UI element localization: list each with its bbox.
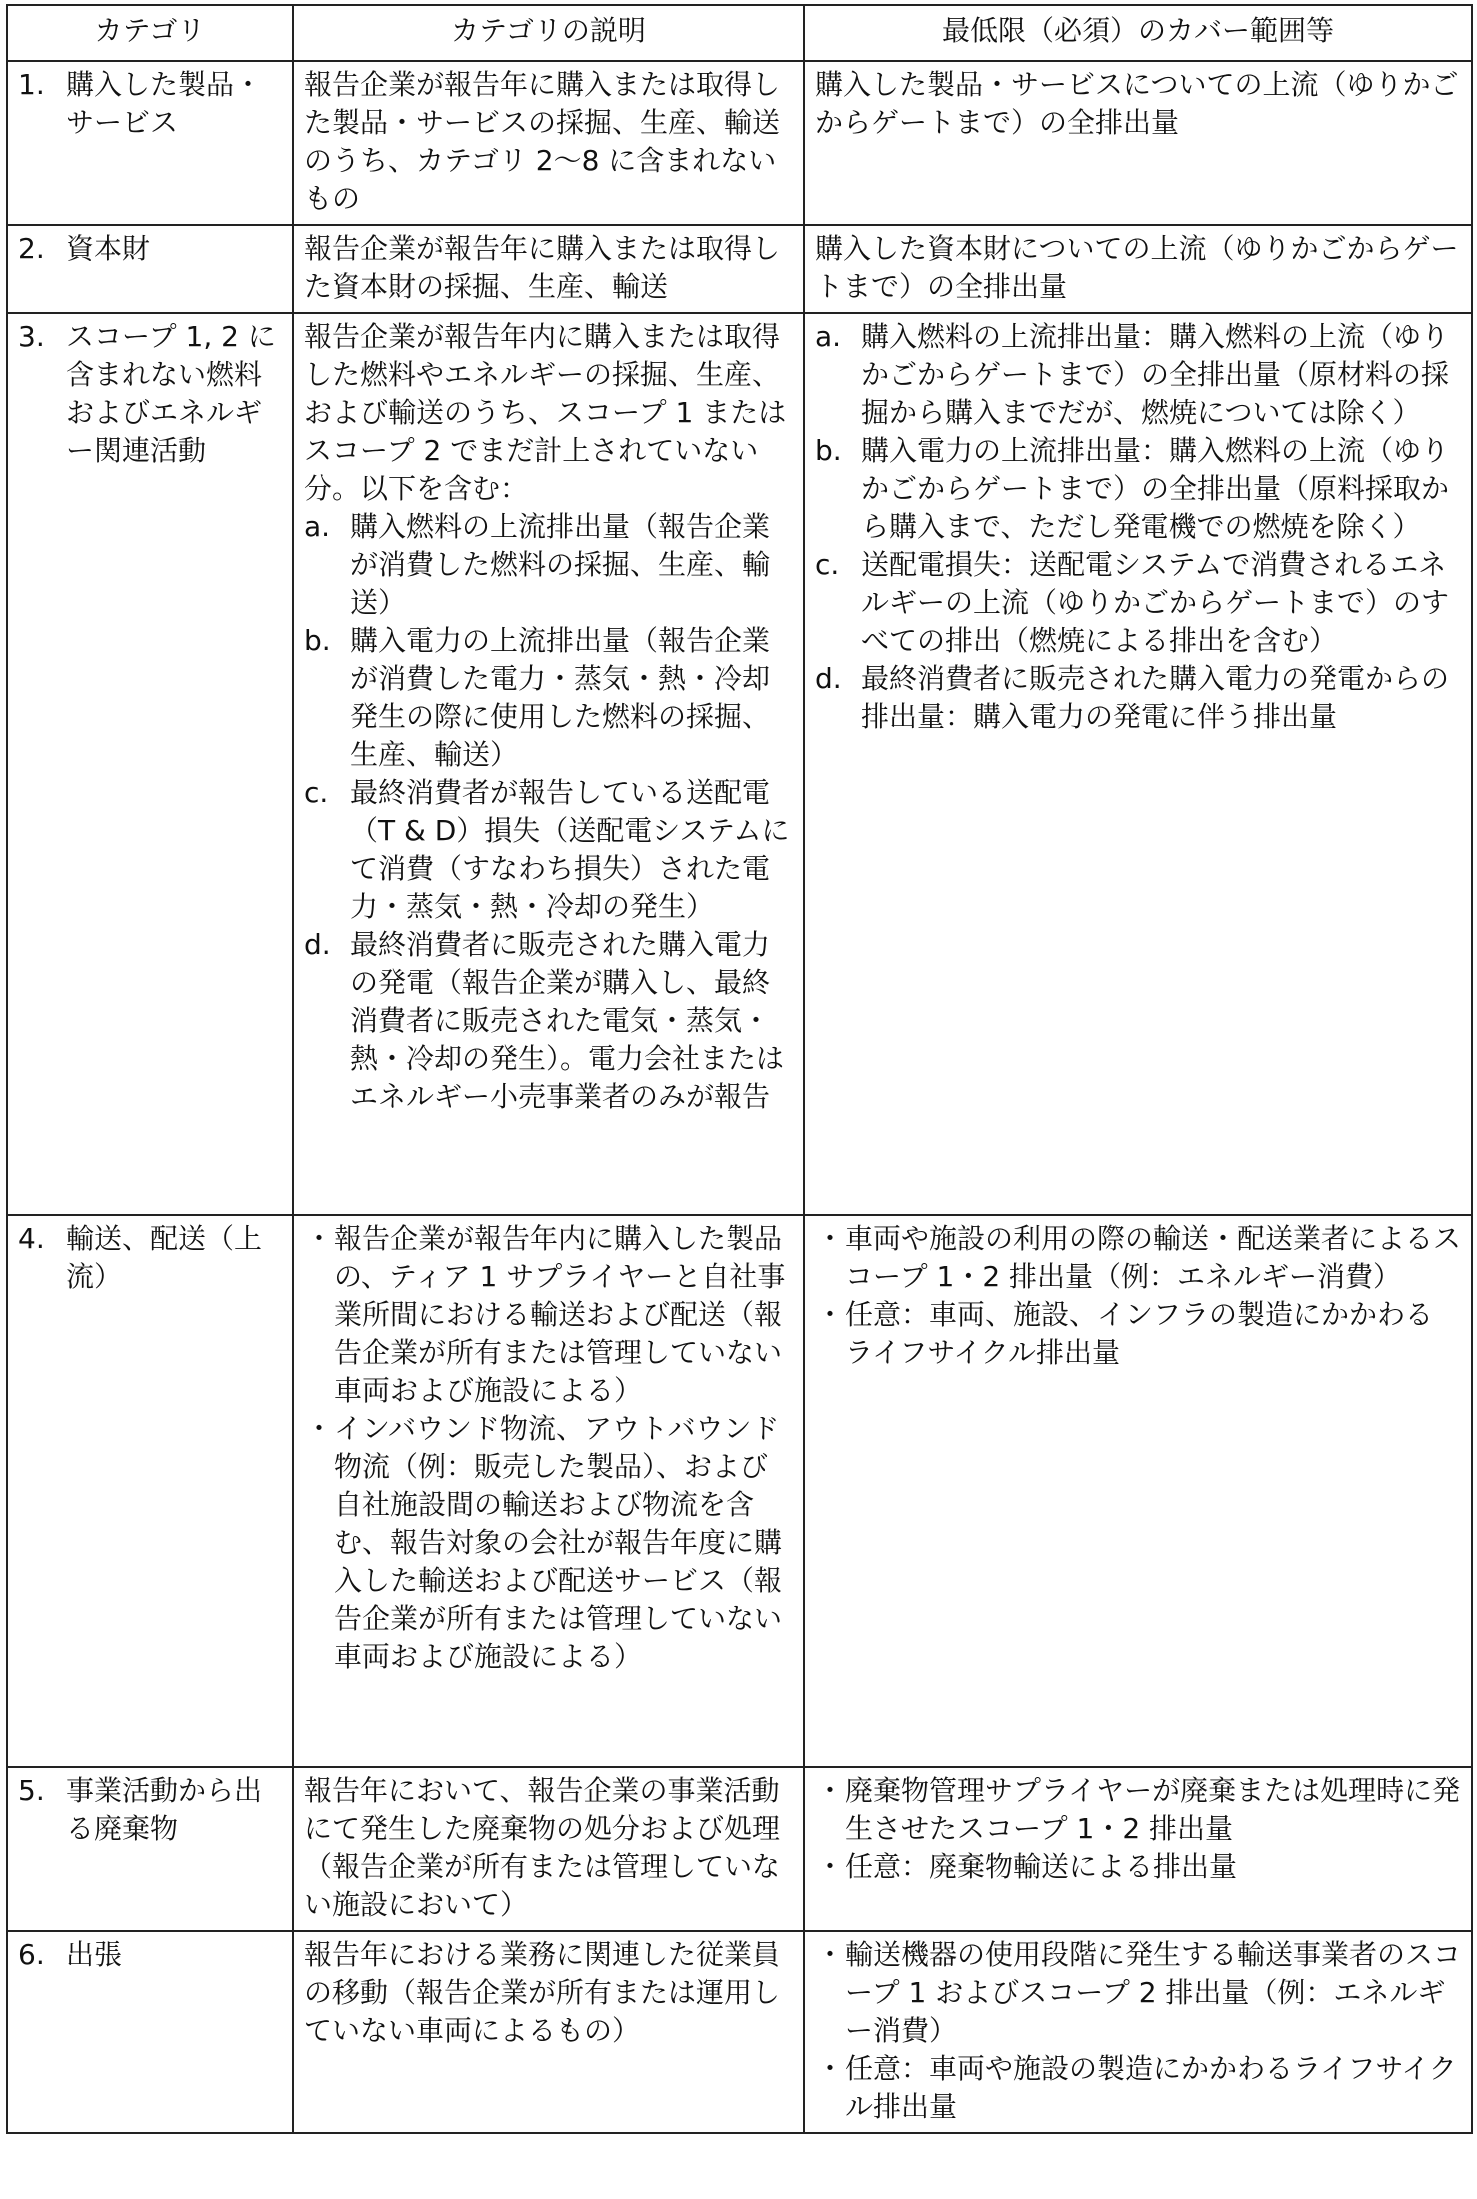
list-item <box>304 622 793 774</box>
category-number: 4. <box>18 1222 45 1255</box>
item-text: 輸送機器の使用段階に発生する輸送事業者のスコープ 1 およびスコープ 2 排出量（例：エネルギー消費） <box>845 1938 1462 2047</box>
item-marker: b. <box>815 434 842 467</box>
list-item <box>815 1936 1461 2050</box>
category-cell <box>7 1931 293 2133</box>
list-item <box>815 2050 1461 2126</box>
table-row <box>7 1215 1472 1767</box>
bullet-marker: ・ <box>815 1774 844 1807</box>
category-number: 2. <box>18 232 45 265</box>
category-number: 3. <box>18 320 45 353</box>
category-label: 資本財 <box>66 232 151 265</box>
bullet-marker: ・ <box>815 1222 844 1255</box>
category-cell <box>7 61 293 225</box>
coverage-cell: 購入した資本財についての上流（ゆりかごからゲートまで）の全排出量 <box>804 225 1472 313</box>
category-label: 購入した製品・サービス <box>66 68 263 139</box>
coverage-list <box>815 318 1461 736</box>
list-item <box>815 1772 1461 1848</box>
description-cell <box>293 1215 804 1767</box>
coverage-cell: 購入した製品・サービスについての上流（ゆりかごからゲートまで）の全排出量 <box>804 61 1472 225</box>
list-item <box>815 660 1461 736</box>
header-row <box>7 5 1472 61</box>
item-marker: d. <box>304 928 331 961</box>
header-coverage: 最低限（必須）のカバー範囲等 <box>804 5 1472 61</box>
list-item <box>815 546 1461 660</box>
item-text: 購入燃料の上流排出量（報告企業が消費した燃料の採掘、生産、輸送） <box>350 510 771 619</box>
description-intro: 報告企業が報告年内に購入または取得した燃料やエネルギーの採掘、生産、および輸送のうち、スコープ 1 またはスコープ 2 でまだ計上されていない分。以下を含む： <box>304 320 787 505</box>
item-text: 廃棄物管理サプライヤーが廃棄または処理時に発生させたスコープ 1・2 排出量 <box>845 1774 1461 1845</box>
table-row <box>7 225 1472 313</box>
list-item <box>304 1410 793 1676</box>
item-text: 任意：廃棄物輸送による排出量 <box>845 1850 1238 1883</box>
category-number: 6. <box>18 1938 45 1971</box>
table-row <box>7 61 1472 225</box>
category-label: スコープ 1, 2 に含まれない燃料およびエネルギー関連活動 <box>66 320 276 467</box>
item-marker: b. <box>304 624 331 657</box>
description-cell: 報告企業が報告年に購入または取得した製品・サービスの採掘、生産、輸送のうち、カテゴリ 2〜8 に含まれないもの <box>293 61 804 225</box>
item-text: 車両や施設の利用の際の輸送・配送業者によるスコープ 1・2 排出量（例：エネルギー消費） <box>845 1222 1462 1293</box>
item-text: 送配電損失：送配電システムで消費されるエネルギーの上流（ゆりかごからゲートまで）のすべての排出（燃焼による排出を含む） <box>861 548 1450 657</box>
item-marker: a. <box>304 510 331 543</box>
list-item <box>304 1220 793 1410</box>
table-row <box>7 1767 1472 1931</box>
item-text: インバウンド物流、アウトバウンド物流（例：販売した製品）、および自社施設間の輸送および物流を含む、報告対象の会社が報告年度に購入した輸送および配送サービス（報告企業が所有または管理していない車両および施設による） <box>334 1412 783 1673</box>
list-item <box>815 318 1461 432</box>
description-list <box>304 1220 793 1676</box>
item-text: 最終消費者が報告している送配電（T & D）損失（送配電システムにて消費（すなわち損失）された電力・蒸気・熱・冷却の発生） <box>350 776 790 923</box>
item-marker: c. <box>304 776 329 809</box>
header-category: カテゴリ <box>7 5 293 61</box>
category-number: 5. <box>18 1774 45 1807</box>
category-label: 輸送、配送（上流） <box>66 1222 263 1293</box>
description-cell: 報告年における業務に関連した従業員の移動（報告企業が所有または運用していない車両によるもの） <box>293 1931 804 2133</box>
item-text: 報告企業が報告年内に購入した製品の、ティア 1 サプライヤーと自社事業所間における輸送および配送（報告企業が所有または管理していない車両および施設による） <box>334 1222 786 1407</box>
list-item <box>815 1220 1461 1296</box>
category-label: 出張 <box>66 1938 123 1971</box>
bullet-marker: ・ <box>304 1412 333 1445</box>
list-item <box>304 774 793 926</box>
coverage-cell <box>804 1931 1472 2133</box>
coverage-cell <box>804 313 1472 1215</box>
item-marker: c. <box>815 548 840 581</box>
coverage-cell <box>804 1215 1472 1767</box>
coverage-cell <box>804 1767 1472 1931</box>
description-cell <box>293 313 804 1215</box>
item-text: 購入燃料の上流排出量：購入燃料の上流（ゆりかごからゲートまで）の全排出量（原材料の採掘から購入までだが、燃焼については除く） <box>861 320 1450 429</box>
coverage-list <box>815 1936 1461 2126</box>
category-label: 事業活動から出る廃棄物 <box>66 1774 263 1845</box>
item-text: 購入電力の上流排出量：購入燃料の上流（ゆりかごからゲートまで）の全排出量（原料採取から購入まで、ただし発電機での燃焼を除く） <box>861 434 1450 543</box>
list-item <box>815 1296 1461 1372</box>
list-item <box>304 926 793 1116</box>
list-item <box>304 508 793 622</box>
header-description: カテゴリの説明 <box>293 5 804 61</box>
category-cell <box>7 1215 293 1767</box>
scope3-category-table <box>6 4 1473 2134</box>
item-marker: a. <box>815 320 842 353</box>
coverage-list <box>815 1220 1461 1372</box>
bullet-marker: ・ <box>815 1850 844 1883</box>
bullet-marker: ・ <box>815 2052 844 2085</box>
category-cell <box>7 313 293 1215</box>
description-cell: 報告企業が報告年に購入または取得した資本財の採掘、生産、輸送 <box>293 225 804 313</box>
item-marker: d. <box>815 662 842 695</box>
list-item <box>815 432 1461 546</box>
item-text: 任意：車両、施設、インフラの製造にかかわるライフサイクル排出量 <box>845 1298 1434 1369</box>
bullet-marker: ・ <box>304 1222 333 1255</box>
item-text: 最終消費者に販売された購入電力の発電（報告企業が購入し、最終消費者に販売された電気・蒸気・熱・冷却の発生）。電力会社またはエネルギー小売事業者のみが報告 <box>350 928 785 1113</box>
table-row <box>7 313 1472 1215</box>
category-number: 1. <box>18 68 45 101</box>
bullet-marker: ・ <box>815 1938 844 1971</box>
description-cell: 報告年において、報告企業の事業活動にて発生した廃棄物の処分および処理（報告企業が所有または管理していない施設において） <box>293 1767 804 1931</box>
coverage-list <box>815 1772 1461 1886</box>
category-cell <box>7 1767 293 1931</box>
item-text: 購入電力の上流排出量（報告企業が消費した電力・蒸気・熱・冷却発生の際に使用した燃料の採掘、生産、輸送） <box>350 624 771 771</box>
item-text: 任意：車両や施設の製造にかかわるライフサイクル排出量 <box>845 2052 1457 2123</box>
item-text: 最終消費者に販売された購入電力の発電からの排出量：購入電力の発電に伴う排出量 <box>861 662 1450 733</box>
description-list <box>304 508 793 1116</box>
bullet-marker: ・ <box>815 1298 844 1331</box>
category-cell <box>7 225 293 313</box>
list-item <box>815 1848 1461 1886</box>
table-row <box>7 1931 1472 2133</box>
